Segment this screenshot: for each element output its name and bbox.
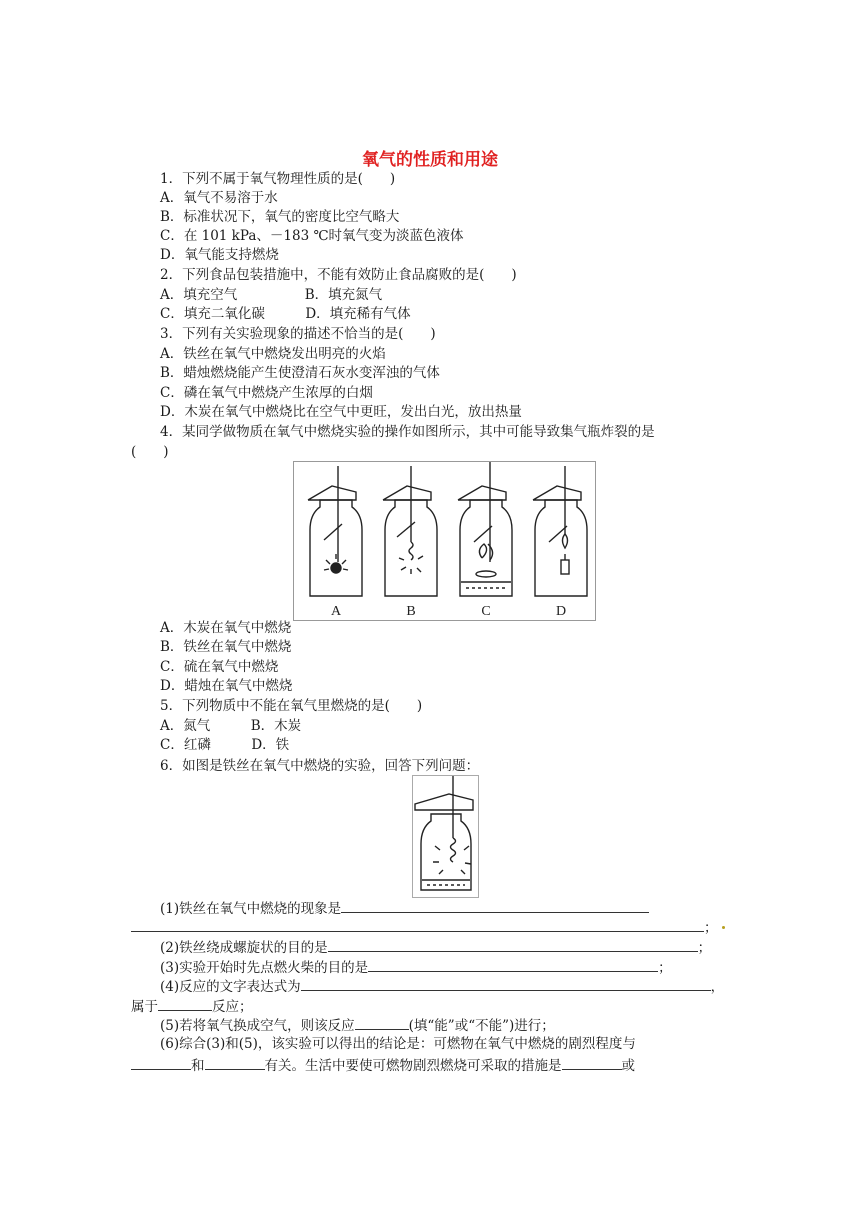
q4-option-c: C．硫在氧气中燃烧 bbox=[160, 659, 279, 675]
q3-option-b: B．蜡烛燃烧能产生使澄清石灰水变浑浊的气体 bbox=[160, 365, 440, 381]
answer-blank[interactable] bbox=[131, 917, 704, 932]
q3-option-a: A．铁丝在氧气中燃烧发出明亮的火焰 bbox=[160, 346, 386, 362]
question-1: 1．下列不属于氧气物理性质的是( ) bbox=[160, 171, 396, 187]
q1-option-d: D．氧气能支持燃烧 bbox=[160, 247, 279, 263]
q6-part-5-text: (5)若将氧气换成空气，则该反应 bbox=[160, 1018, 355, 1034]
answer-blank[interactable] bbox=[355, 1015, 409, 1030]
label-d: D bbox=[555, 604, 567, 619]
q1-option-c: C．在 101 kPa、－183 ℃时氧气变为淡蓝色液体 bbox=[160, 228, 464, 244]
q6-part-2 bbox=[160, 937, 711, 958]
question-2: 2．下列食品包装措施中，不能有效防止食品腐败的是( ) bbox=[160, 267, 517, 283]
q6-part-4 bbox=[160, 976, 724, 997]
answer-blank[interactable] bbox=[368, 957, 658, 972]
q4-answer-bracket: ( ) bbox=[131, 444, 169, 460]
bottle-c bbox=[458, 462, 512, 596]
q6-part-4-continued bbox=[131, 996, 253, 1017]
q6-part-3-text: (3)实验开始时先点燃火柴的目的是 bbox=[160, 960, 369, 976]
q4-option-d: D．蜡烛在氧气中燃烧 bbox=[160, 678, 293, 694]
q6-part-6-text: 有关。生活中要使可燃物剧烈燃烧可采取的措施是 bbox=[264, 1058, 562, 1074]
q6-part-5-hint: (填“能”或“不能”)进行； bbox=[408, 1018, 555, 1034]
answer-blank[interactable] bbox=[562, 1055, 622, 1070]
q1-option-b: B．标准状况下，氧气的密度比空气略大 bbox=[160, 209, 400, 225]
question-6: 6．如图是铁丝在氧气中燃烧的实验，回答下列问题： bbox=[160, 758, 480, 774]
q2-options-ab: A．填充空气 B．填充氮气 bbox=[160, 287, 383, 303]
figure-four-bottles bbox=[293, 461, 596, 621]
q6-part-6-or: 或 bbox=[621, 1058, 635, 1074]
bottle-d bbox=[533, 466, 587, 596]
iron-wire-bottle-diagram bbox=[413, 776, 478, 897]
label-b: B bbox=[406, 604, 416, 619]
q3-option-c: C．磷在氧气中燃烧产生浓厚的白烟 bbox=[160, 385, 373, 401]
q6-part-6-continued bbox=[131, 1055, 635, 1076]
answer-blank[interactable] bbox=[205, 1055, 265, 1070]
speck-mark bbox=[722, 926, 725, 929]
answer-blank[interactable] bbox=[301, 976, 711, 991]
q6-part-4-end: ， bbox=[710, 979, 725, 995]
q4-option-b: B．铁丝在氧气中燃烧 bbox=[160, 639, 292, 655]
bottle-a bbox=[308, 466, 362, 596]
answer-blank[interactable] bbox=[131, 1055, 191, 1070]
answer-blank[interactable] bbox=[341, 898, 649, 913]
page-title: 氧气的性质和用途 bbox=[362, 150, 498, 170]
q6-part-2-text: (2)铁丝绕成螺旋状的目的是 bbox=[160, 940, 328, 956]
q6-part-6-and: 和 bbox=[191, 1058, 205, 1074]
q6-part-1-end: ； bbox=[704, 920, 718, 936]
q1-option-a: A．氧气不易溶于水 bbox=[160, 190, 278, 206]
q2-options-cd: C．填充二氧化碳 D．填充稀有气体 bbox=[160, 306, 411, 322]
q5-options-cd: C．红磷 D．铁 bbox=[160, 737, 290, 753]
answer-blank[interactable] bbox=[328, 937, 698, 952]
q5-options-ab: A．氮气 B．木炭 bbox=[160, 718, 302, 734]
q6-part-3 bbox=[160, 957, 672, 978]
question-5: 5．下列物质中不能在氧气里燃烧的是( ) bbox=[160, 698, 423, 714]
q6-part-4-reaction: 反应； bbox=[212, 999, 253, 1015]
question-4: 4．某同学做物质在氧气中燃烧实验的操作如图所示，其中可能导致集气瓶炸裂的是 bbox=[160, 424, 655, 440]
q3-option-d: D．木炭在氧气中燃烧比在空气中更旺，发出白光，放出热量 bbox=[160, 404, 522, 420]
q6-part-3-end: ； bbox=[658, 960, 672, 976]
q6-part-5 bbox=[160, 1015, 555, 1036]
answer-blank[interactable] bbox=[158, 996, 212, 1011]
q6-part-2-end: ； bbox=[697, 940, 712, 956]
q6-part-1-text: (1)铁丝在氧气中燃烧的现象是 bbox=[160, 901, 342, 917]
figure-iron-wire bbox=[412, 775, 479, 898]
q6-part-1 bbox=[160, 898, 649, 919]
q6-part-4-text: (4)反应的文字表达式为 bbox=[160, 979, 301, 995]
q6-part-6: (6)综合(3)和(5)，该实验可以得出的结论是：可燃物在氧气中燃烧的剧烈程度与 bbox=[160, 1036, 636, 1052]
bottle-b bbox=[383, 466, 437, 596]
question-3: 3．下列有关实验现象的描述不恰当的是( ) bbox=[160, 326, 436, 342]
four-bottles-diagram bbox=[294, 462, 595, 620]
q6-part-4-belongs: 属于 bbox=[131, 999, 158, 1015]
q4-option-a: A．木炭在氧气中燃烧 bbox=[160, 620, 292, 636]
q6-part-1-continued bbox=[131, 917, 718, 938]
label-a: A bbox=[330, 604, 342, 619]
label-c: C bbox=[481, 604, 491, 619]
